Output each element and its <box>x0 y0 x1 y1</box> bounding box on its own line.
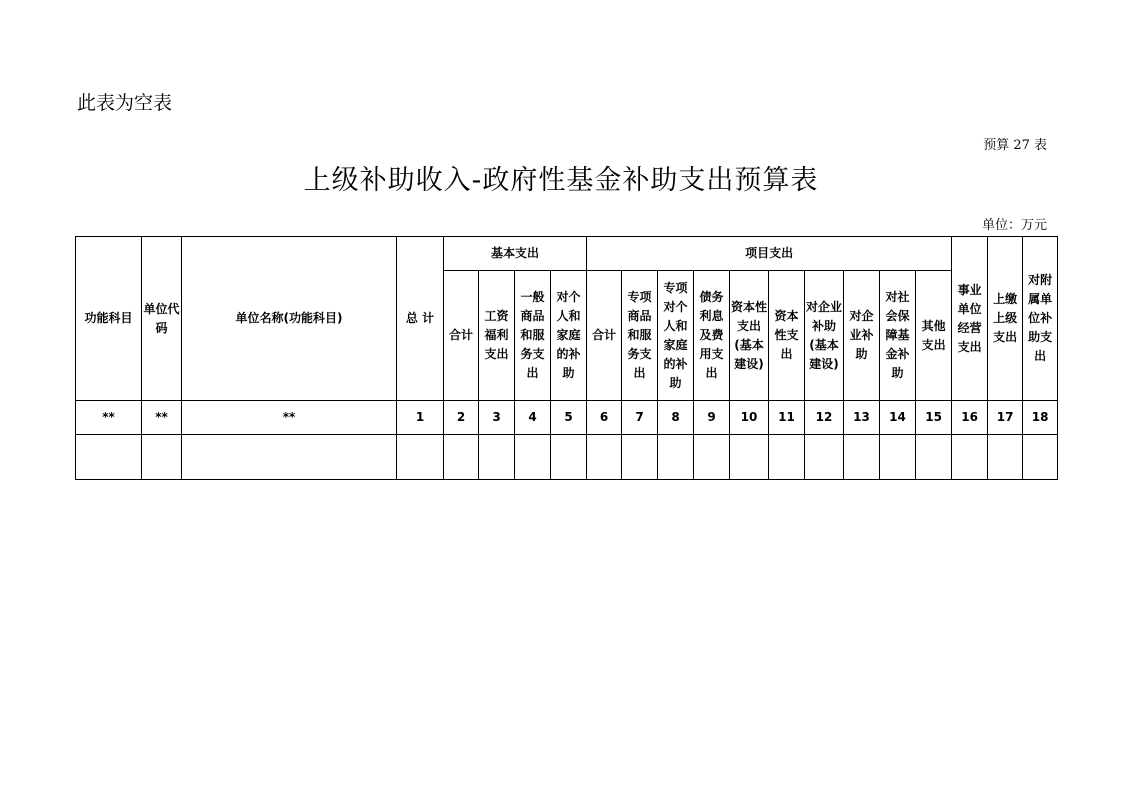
empty-cell <box>479 435 515 480</box>
header-unit-code: 单位代码 <box>142 237 182 401</box>
empty-cell <box>916 435 952 480</box>
empty-cell <box>587 435 622 480</box>
empty-cell <box>988 435 1023 480</box>
header-basic-expenditure: 基本支出 <box>444 237 587 271</box>
header-subsidiary-subsidy: 对附属单位补助支出 <box>1023 237 1058 401</box>
project-col-header: 债务利息及费用支出 <box>694 271 730 401</box>
empty-cell <box>730 435 769 480</box>
empty-cell <box>658 435 694 480</box>
column-number-cell: 2 <box>444 401 479 435</box>
empty-cell <box>622 435 658 480</box>
column-number-cell: 3 <box>479 401 515 435</box>
column-number-cell: 6 <box>587 401 622 435</box>
column-number-cell: ** <box>76 401 142 435</box>
project-col-header: 对社会保障基金补助 <box>880 271 916 401</box>
empty-cell <box>952 435 988 480</box>
project-col-header: 专项对个人和家庭的补助 <box>658 271 694 401</box>
project-col-header: 专项商品和服务支出 <box>622 271 658 401</box>
header-enterprise-ops: 事业单位经营支出 <box>952 237 988 401</box>
empty-cell <box>551 435 587 480</box>
column-number-cell: 7 <box>622 401 658 435</box>
header-total: 总 计 <box>397 237 444 401</box>
column-number-cell: 10 <box>730 401 769 435</box>
project-col-header: 其他支出 <box>916 271 952 401</box>
column-number-cell: 13 <box>844 401 880 435</box>
empty-cell <box>694 435 730 480</box>
budget-table <box>75 236 1058 480</box>
project-col-header: 资本性支出 <box>769 271 805 401</box>
column-number-cell: 4 <box>515 401 551 435</box>
header-upper-payment: 上缴上级支出 <box>988 237 1023 401</box>
empty-cell <box>805 435 844 480</box>
project-col-header: 对企业补助(基本建设) <box>805 271 844 401</box>
empty-cell <box>844 435 880 480</box>
empty-cell <box>1023 435 1058 480</box>
empty-table-note: 此表为空表 <box>77 92 173 114</box>
basic-col-header: 一般商品和服务支出 <box>515 271 551 401</box>
project-col-header: 资本性支出(基本建设) <box>730 271 769 401</box>
project-col-header: 对企业补助 <box>844 271 880 401</box>
column-number-cell: 12 <box>805 401 844 435</box>
unit-label: 单位：万元 <box>981 218 1047 233</box>
column-number-cell: 1 <box>397 401 444 435</box>
column-number-cell: 15 <box>916 401 952 435</box>
project-col-header: 合计 <box>587 271 622 401</box>
empty-cell <box>444 435 479 480</box>
header-unit-name: 单位名称(功能科目) <box>182 237 397 401</box>
column-number-cell: 9 <box>694 401 730 435</box>
empty-cell <box>76 435 142 480</box>
empty-cell <box>142 435 182 480</box>
form-number: 预算 27 表 <box>983 138 1047 153</box>
basic-col-header: 工资福利支出 <box>479 271 515 401</box>
column-number-cell: 8 <box>658 401 694 435</box>
column-number-cell: ** <box>142 401 182 435</box>
header-project-expenditure: 项目支出 <box>587 237 952 271</box>
column-number-cell: 18 <box>1023 401 1058 435</box>
page-title: 上级补助收入-政府性基金补助支出预算表 <box>303 165 819 196</box>
column-number-row <box>76 401 1058 435</box>
column-number-cell: 14 <box>880 401 916 435</box>
empty-cell <box>880 435 916 480</box>
empty-cell <box>182 435 397 480</box>
column-number-cell: 5 <box>551 401 587 435</box>
empty-cell <box>515 435 551 480</box>
column-number-cell: 17 <box>988 401 1023 435</box>
basic-col-header: 合计 <box>444 271 479 401</box>
empty-cell <box>769 435 805 480</box>
table-row <box>76 435 1058 480</box>
column-number-cell: ** <box>182 401 397 435</box>
header-func-subject: 功能科目 <box>76 237 142 401</box>
empty-cell <box>397 435 444 480</box>
basic-col-header: 对个人和家庭的补助 <box>551 271 587 401</box>
column-number-cell: 11 <box>769 401 805 435</box>
column-number-cell: 16 <box>952 401 988 435</box>
